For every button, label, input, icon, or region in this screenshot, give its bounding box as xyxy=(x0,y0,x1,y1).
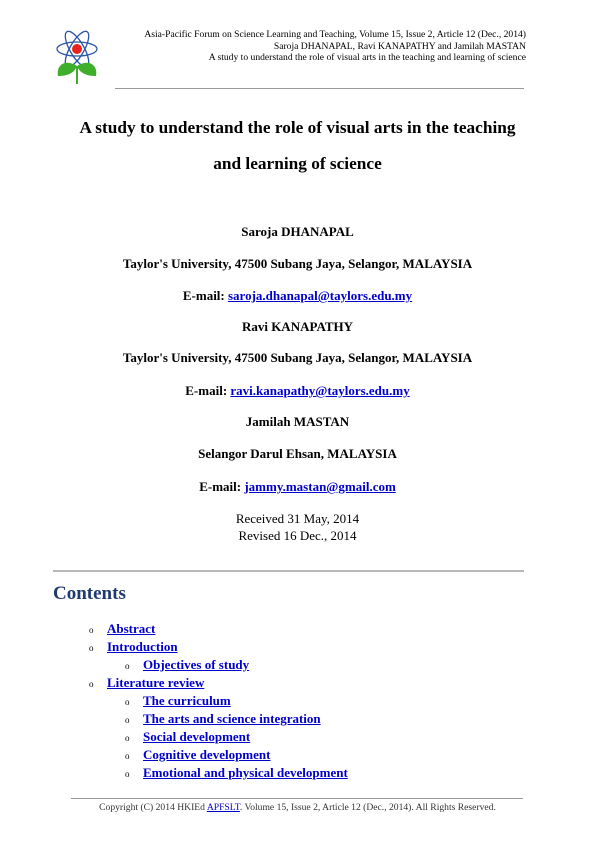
header-title-line: A study to understand the role of visual arts in the teaching and learning of science xyxy=(208,52,526,64)
toc-link-cognitive-development[interactable]: Cognitive development xyxy=(143,747,271,762)
toc-item xyxy=(89,620,348,638)
bullet-icon: o xyxy=(89,625,94,635)
toc-subitem xyxy=(125,728,348,746)
section-divider xyxy=(53,570,524,572)
toc-link-introduction[interactable]: Introduction xyxy=(107,639,178,654)
header-journal-line: Asia-Pacific Forum on Science Learning and Teaching, Volume 15, Issue 2, Article 12 (Dec., 2014) xyxy=(144,29,526,40)
bullet-icon: o xyxy=(125,733,130,743)
toc-link-literature-review[interactable]: Literature review xyxy=(107,675,205,690)
toc-link-emotional-physical[interactable]: Emotional and physical development xyxy=(143,765,348,780)
author-affiliation: Selangor Darul Ehsan, MALAYSIA xyxy=(198,446,397,461)
toc-link-curriculum[interactable]: The curriculum xyxy=(143,693,231,708)
bullet-icon: o xyxy=(89,643,94,653)
author-email-line: E-mail: ravi.kanapathy@taylors.edu.my xyxy=(185,383,410,398)
toc-sublist xyxy=(125,692,348,782)
author-name: Jamilah MASTAN xyxy=(245,414,350,429)
received-date: Received 31 May, 2014 xyxy=(235,511,360,526)
toc-link-social-development[interactable]: Social development xyxy=(143,729,251,744)
author-affiliation: Taylor's University, 47500 Subang Jaya, Selangor, MALAYSIA xyxy=(122,256,473,271)
apfslt-link[interactable]: APFSLT xyxy=(206,802,240,813)
author-name: Ravi KANAPATHY xyxy=(241,319,354,334)
bullet-icon: o xyxy=(125,751,130,761)
bullet-icon: o xyxy=(125,769,130,779)
toc-subitem xyxy=(125,746,348,764)
bullet-icon: o xyxy=(125,661,130,671)
toc-link-abstract[interactable]: Abstract xyxy=(107,621,156,636)
toc-subitem xyxy=(125,764,348,782)
table-of-contents xyxy=(89,620,348,782)
bullet-icon: o xyxy=(89,679,94,689)
author-email-line: E-mail: saroja.dhanapal@taylors.edu.my xyxy=(182,288,413,303)
footer-divider xyxy=(71,798,523,799)
toc-subitem xyxy=(125,710,348,728)
author-email-link[interactable]: jammy.mastan@gmail.com xyxy=(244,479,396,494)
contents-heading: Contents xyxy=(53,583,126,604)
running-header xyxy=(96,29,526,64)
header-divider xyxy=(115,88,524,89)
toc-sublist xyxy=(125,656,348,674)
author-name: Saroja DHANAPAL xyxy=(241,224,354,239)
header-authors-line: Saroja DHANAPAL, Ravi KANAPATHY and Jamilah MASTAN xyxy=(273,40,526,52)
toc-subitem xyxy=(125,656,348,674)
bullet-icon: o xyxy=(125,697,130,707)
copyright-footer: Copyright (C) 2014 HKIEd APFSLT. Volume 15, Issue 2, Article 12 (Dec., 2014). All Rights Reserved. xyxy=(99,802,496,813)
toc-link-arts-science[interactable]: The arts and science integration xyxy=(143,711,321,726)
author-affiliation: Taylor's University, 47500 Subang Jaya, Selangor, MALAYSIA xyxy=(122,350,473,365)
author-email-link[interactable]: ravi.kanapathy@taylors.edu.my xyxy=(230,383,410,398)
author-email-link[interactable]: saroja.dhanapal@taylors.edu.my xyxy=(228,288,413,303)
revised-date: Revised 16 Dec., 2014 xyxy=(238,528,357,543)
toc-subitem xyxy=(125,692,348,710)
author-email-line: E-mail: jammy.mastan@gmail.com xyxy=(199,479,396,494)
paper-title: A study to understand the role of visual arts in the teaching and learning of science xyxy=(79,118,516,173)
bullet-icon: o xyxy=(125,715,130,725)
toc-item xyxy=(89,674,348,782)
journal-logo-icon xyxy=(52,30,102,86)
toc-link-objectives[interactable]: Objectives of study xyxy=(143,657,250,672)
toc-item xyxy=(89,638,348,674)
